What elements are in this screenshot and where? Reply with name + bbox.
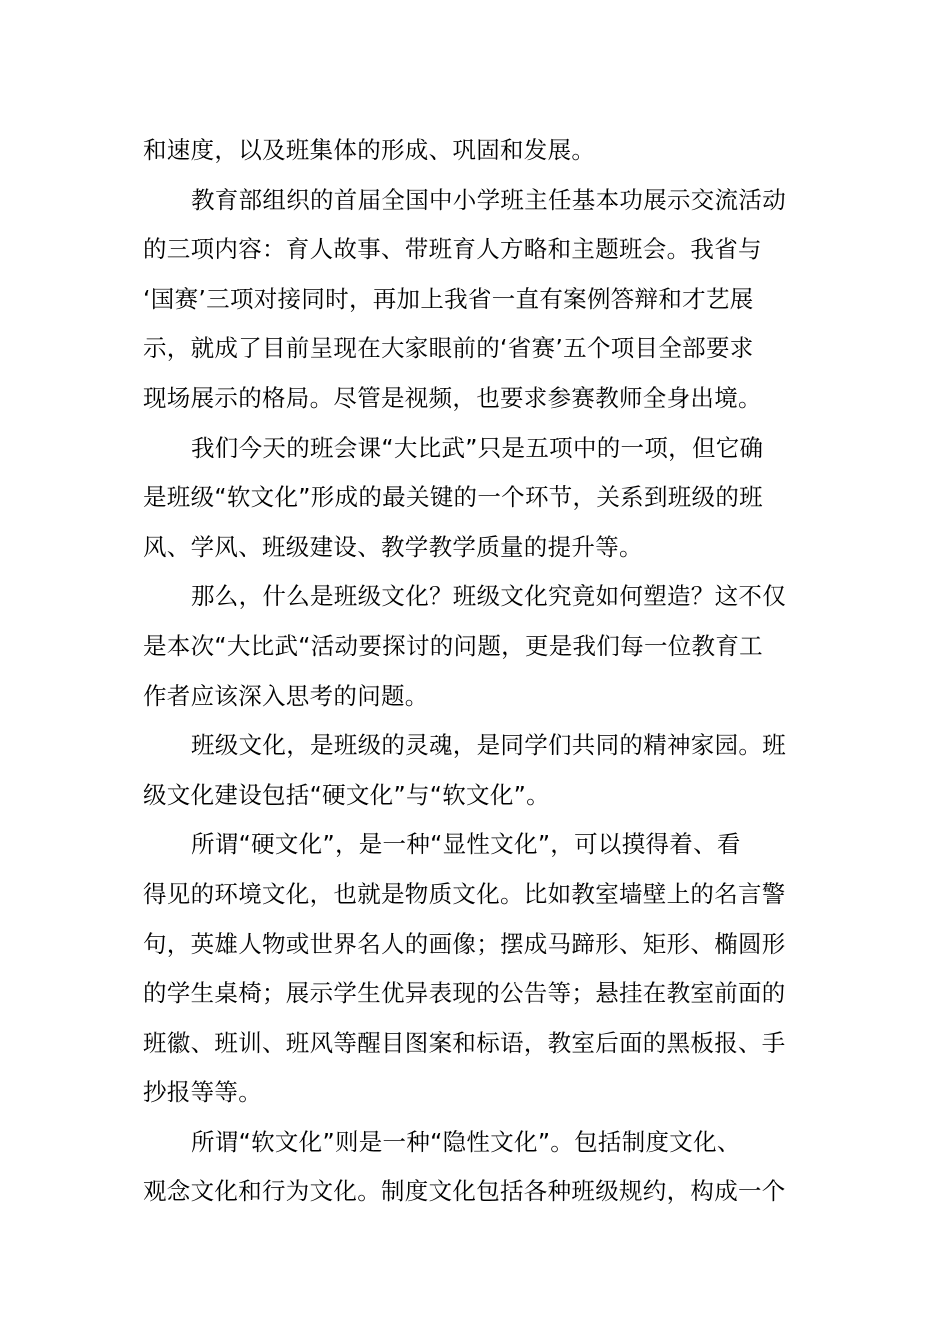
text-line: ‘国赛’三项对接同时，再加上我省一直有案例答辩和才艺展 xyxy=(143,284,754,313)
text-line: 示，就成了目前呈现在大家眼前的‘省赛’五个项目全部要求 xyxy=(143,334,754,363)
text-line: 和速度，以及班集体的形成、巩固和发展。 xyxy=(143,136,596,164)
text-line: 得见的环境文化，也就是物质文化。比如教室墙壁上的名言警 xyxy=(143,879,786,908)
text-line: 那么，什么是班级文化？班级文化究竟如何塑造？这不仅 xyxy=(191,582,786,611)
text-line: 的学生桌椅；展示学生优异表现的公告等；悬挂在教室前面的 xyxy=(143,979,786,1008)
text-line: 观念文化和行为文化。制度文化包括各种班级规约，构成一个 xyxy=(143,1177,786,1206)
text-line: 现场展示的格局。尽管是视频，也要求参赛教师全身出境。 xyxy=(143,383,762,412)
text-line: 作者应该深入思考的问题。 xyxy=(143,681,429,710)
text-line: 教育部组织的首届全国中小学班主任基本功展示交流活动 xyxy=(191,185,786,214)
body-text xyxy=(143,126,813,1217)
text-line: 风、学风、班级建设、教学教学质量的提升等。 xyxy=(143,532,643,561)
text-line: 班徽、班训、班风等醒目图案和标语，教室后面的黑板报、手 xyxy=(143,1028,786,1057)
text-line: 句，英雄人物或世界名人的画像；摆成马蹄形、矩形、椭圆形 xyxy=(143,929,786,958)
text-line: 是班级“软文化”形成的最关键的一个环节，关系到班级的班 xyxy=(143,483,763,512)
text-line: 我们今天的班会课“大比武”只是五项中的一项，但它确 xyxy=(191,433,764,462)
text-line: 抄报等等。 xyxy=(143,1078,262,1107)
text-line: 所谓“硬文化”，是一种“显性文化”，可以摸得着、看 xyxy=(191,830,741,859)
text-line: 所谓“软文化”则是一种“隐性文化”。包括制度文化、 xyxy=(191,1127,741,1156)
text-line: 的三项内容：育人故事、带班育人方略和主题班会。我省与 xyxy=(143,235,762,264)
text-line: 是本次“大比武“活动要探讨的问题，更是我们每一位教育工 xyxy=(143,631,763,660)
text-line: 班级文化，是班级的灵魂，是同学们共同的精神家园。班 xyxy=(191,731,786,760)
text-line: 级文化建设包括“硬文化”与“软文化”。 xyxy=(143,780,550,809)
